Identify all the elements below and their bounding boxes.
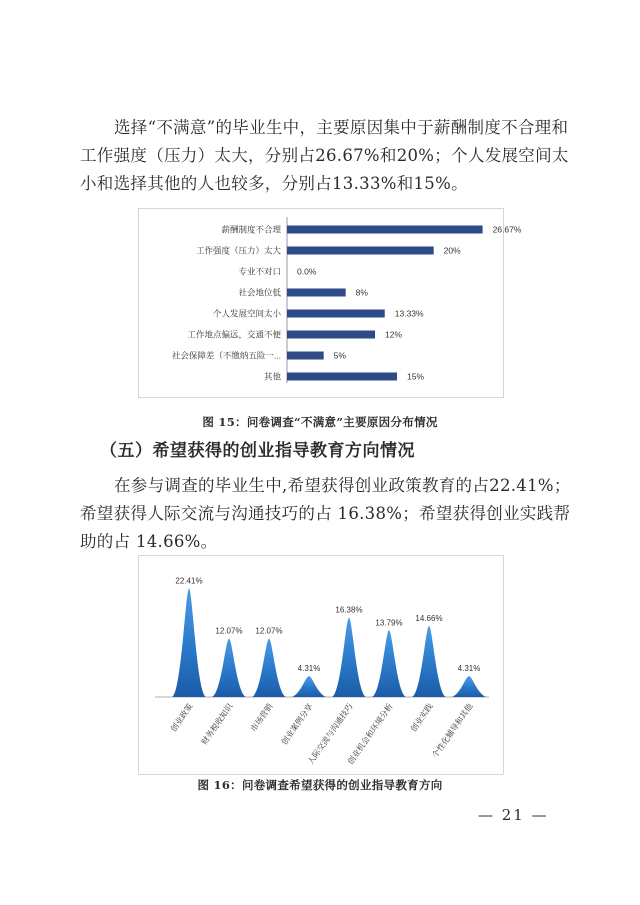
figure-16-data-label: 4.31%	[297, 664, 321, 674]
figure-15-data-label: 15%	[407, 371, 425, 382]
figure-15-data-label: 20%	[443, 245, 461, 256]
figure-15-chart-frame	[138, 208, 522, 398]
figure-16-data-label: 12.07%	[255, 626, 283, 636]
figure-15-bar-chart	[139, 209, 522, 397]
figure-15-caption: 图 15：问卷调查“不满意”主要原因分布情况	[202, 415, 438, 429]
figure-16-data-label: 22.41%	[175, 576, 203, 586]
figure-16-category-label: 财务税收知识	[199, 701, 235, 747]
figure-15-category-label: 薪酬制度不合理	[221, 224, 281, 235]
figure-16-category-label: 创业机会和环境分析	[345, 701, 395, 767]
figure-15-bar	[287, 247, 434, 255]
figure-16-peak	[252, 639, 286, 697]
figure-15-category-label: 社会保障差（不缴纳五险一...	[171, 350, 281, 361]
figure-15-bar	[287, 226, 483, 234]
figure-16-peak-chart	[139, 556, 503, 774]
figure-15-data-label: 8%	[355, 287, 368, 298]
figure-15-category-label: 其他	[263, 371, 281, 382]
figure-16-caption: 图 16：问卷调查希望获得的创业指导教育方向	[197, 778, 443, 792]
figure-16-data-label: 14.66%	[415, 614, 443, 624]
figure-15-bar	[287, 352, 324, 360]
figure-16-peak	[372, 630, 406, 697]
figure-16-peak	[452, 676, 486, 697]
figure-15-data-label: 26.67%	[492, 224, 522, 235]
figure-15-bar	[287, 373, 397, 381]
figure-16-category-label: 人际交流与沟通技巧	[305, 701, 355, 767]
figure-16-peak	[412, 626, 446, 697]
figure-15-category-label: 工作地点偏远，交通不便	[187, 329, 281, 340]
figure-15-data-label: 12%	[385, 329, 403, 340]
figure-15-data-label: 0.0%	[297, 266, 317, 277]
figure-16-chart-frame	[138, 555, 504, 775]
figure-16-data-label: 16.38%	[335, 605, 363, 615]
figure-16-category-label: 创业实践	[408, 701, 435, 734]
figure-16-peak	[212, 639, 246, 697]
figure-16-peak	[172, 589, 206, 697]
figure-16-category-label: 个性化辅导和其他	[430, 701, 475, 760]
figure-15-bar	[287, 310, 385, 318]
paragraph-dissatisfaction-reasons: 选择“不满意”的毕业生中，主要原因集中于薪酬制度不合理和工作强度（压力）太大，分别占26.67%和20%；个人发展空间太小和选择其他的人也较多，分别占13.33%和15%。	[80, 118, 569, 193]
figure-16-data-label: 12.07%	[215, 626, 243, 636]
figure-15-data-label: 13.33%	[394, 308, 424, 319]
figure-15-data-label: 5%	[333, 350, 346, 361]
figure-16-peak	[292, 676, 326, 697]
figure-15-bar	[287, 331, 375, 339]
page-number: — 21 —	[478, 806, 549, 824]
figure-15-category-label: 专业不对口	[238, 266, 281, 277]
figure-15-category-label: 社会地位低	[238, 287, 281, 298]
figure-15-category-label: 个人发展空间太小	[212, 308, 281, 319]
paragraph-guidance-direction: 在参与调查的毕业生中,希望获得创业政策教育的占22.41%；希望获得人际交流与沟通技巧的占 16.38%；希望获得创业实践帮助的占 14.66%。	[80, 476, 571, 551]
figure-15-category-label: 工作强度（压力）太大	[195, 245, 281, 256]
figure-16-data-label: 4.31%	[457, 664, 481, 674]
figure-16-data-label: 13.79%	[375, 618, 403, 628]
figure-16-peak	[332, 618, 366, 697]
figure-16-category-label: 市场营销	[248, 701, 275, 734]
figure-16-category-label: 创业政策	[168, 701, 195, 734]
section-heading: （五）希望获得的创业指导教育方向情况	[100, 441, 415, 461]
figure-15-bar	[287, 289, 346, 297]
figure-16-category-label: 创业案例分享	[279, 701, 315, 747]
